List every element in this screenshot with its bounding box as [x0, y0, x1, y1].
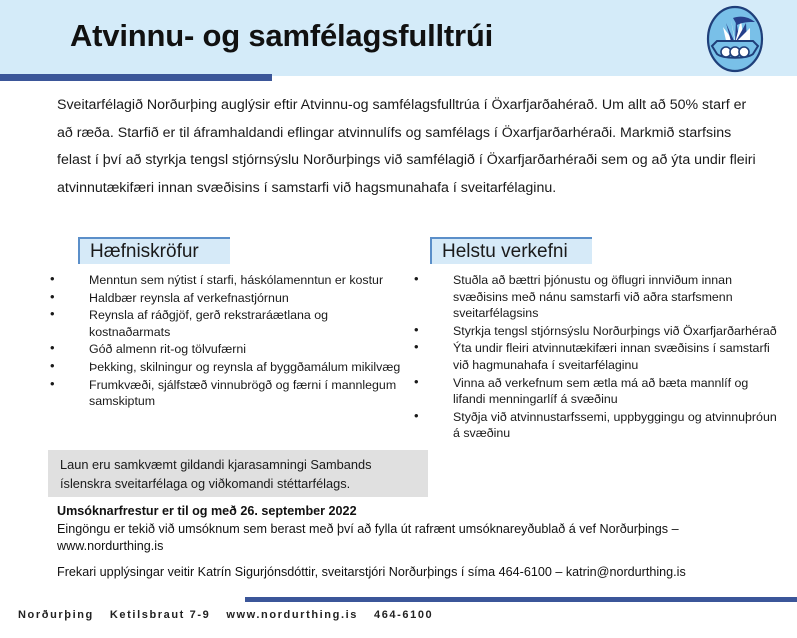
application-instructions: Eingöngu er tekið við umsóknum sem berast með því að fylla út rafrænt umsóknareyðublað á vef Norðurþings – www.nordurthing.is: [57, 521, 679, 553]
list-item: • Styrkja tengsl stjórnsýslu Norðurþings við Öxarfjarðarhérað: [408, 323, 778, 340]
footer-website: www.nordurthing.is: [226, 609, 358, 621]
requirements-list: [44, 272, 404, 411]
footer: [18, 609, 449, 621]
footer-phone: 464-6100: [373, 609, 434, 621]
list-item: • Vinna að verkefnum sem ætla má að bæta mannlíf og lifandi menningarlíf á svæðinu: [408, 375, 778, 408]
header-accent-rule: [0, 74, 272, 81]
list-item: • Reynsla af ráðgjöf, gerð rekstraráætlana og kostnaðarmats: [44, 307, 404, 340]
list-item: • Þekking, skilningur og reynsla af byggðamálum mikilvæg: [44, 359, 404, 376]
section-heading-requirements: Hæfniskröfur: [78, 237, 230, 264]
nordurthing-logo-icon: [703, 5, 767, 73]
list-item: • Styðja við atvinnustarfssemi, uppbyggingu og atvinnuþróun á svæðinu: [408, 409, 778, 442]
salary-info-box: Laun eru samkvæmt gildandi kjarasamningi Sambands íslenskra sveitarfélaga og viðkomandi stéttarfélags.: [48, 450, 428, 497]
tasks-list: [408, 272, 778, 443]
section-heading-tasks: Helstu verkefni: [430, 237, 592, 264]
list-item: • Menntun sem nýtist í starfi, háskólamenntun er kostur: [44, 272, 404, 289]
footer-accent-rule: [245, 597, 797, 602]
footer-address: Ketilsbraut 7-9: [109, 609, 211, 621]
list-item: • Haldbær reynsla af verkefnastjórnun: [44, 290, 404, 307]
list-item: • Ýta undir fleiri atvinnutækifæri innan svæðisins í samstarfi við hagmunahafa í sveitarfélaginu: [408, 340, 778, 373]
list-item: • Stuðla að bættri þjónustu og öflugri innviðum innan svæðisins með nánu samstarfi við aðra starfsmenn sveitarfélagsins: [408, 272, 778, 322]
list-item: • Frumkvæði, sjálfstæð vinnubrögð og færni í mannlegum samskiptum: [44, 377, 404, 410]
contact-info: Frekari upplýsingar veitir Katrín Sigurjónsdóttir, sveitarstjóri Norðurþings í síma 464-6100 – katrin@nordurthing.is: [57, 564, 686, 579]
list-item: • Góð almenn rit-og tölvufærni: [44, 341, 404, 358]
footer-org: Norðurþing: [18, 609, 94, 621]
application-details: [57, 503, 787, 581]
page-title: Atvinnu- og samfélagsfulltrúi: [70, 18, 494, 53]
intro-paragraph: Sveitarfélagið Norðurþing auglýsir eftir Atvinnu-og samfélagsfulltrúa í Öxarfjarðahérað. Um allt að 50% starf er að ræða. Starfið er til áframhaldandi eflingar atvinnulífs og samfélags í Öxarfjarðarhéraði. Markmið starfsins felast í því að styrkja tengsl stjórnsýslu Norðurþings við samfélagið í Öxarfjarðarhéraði sem og að ýta undir fleiri atvinnutækifæri innan svæðisins í samstarfi við hagsmunahafa í sveitarfélaginu.: [57, 97, 756, 196]
application-deadline: Umsóknarfrestur er til og með 26. september 2022: [57, 504, 357, 518]
